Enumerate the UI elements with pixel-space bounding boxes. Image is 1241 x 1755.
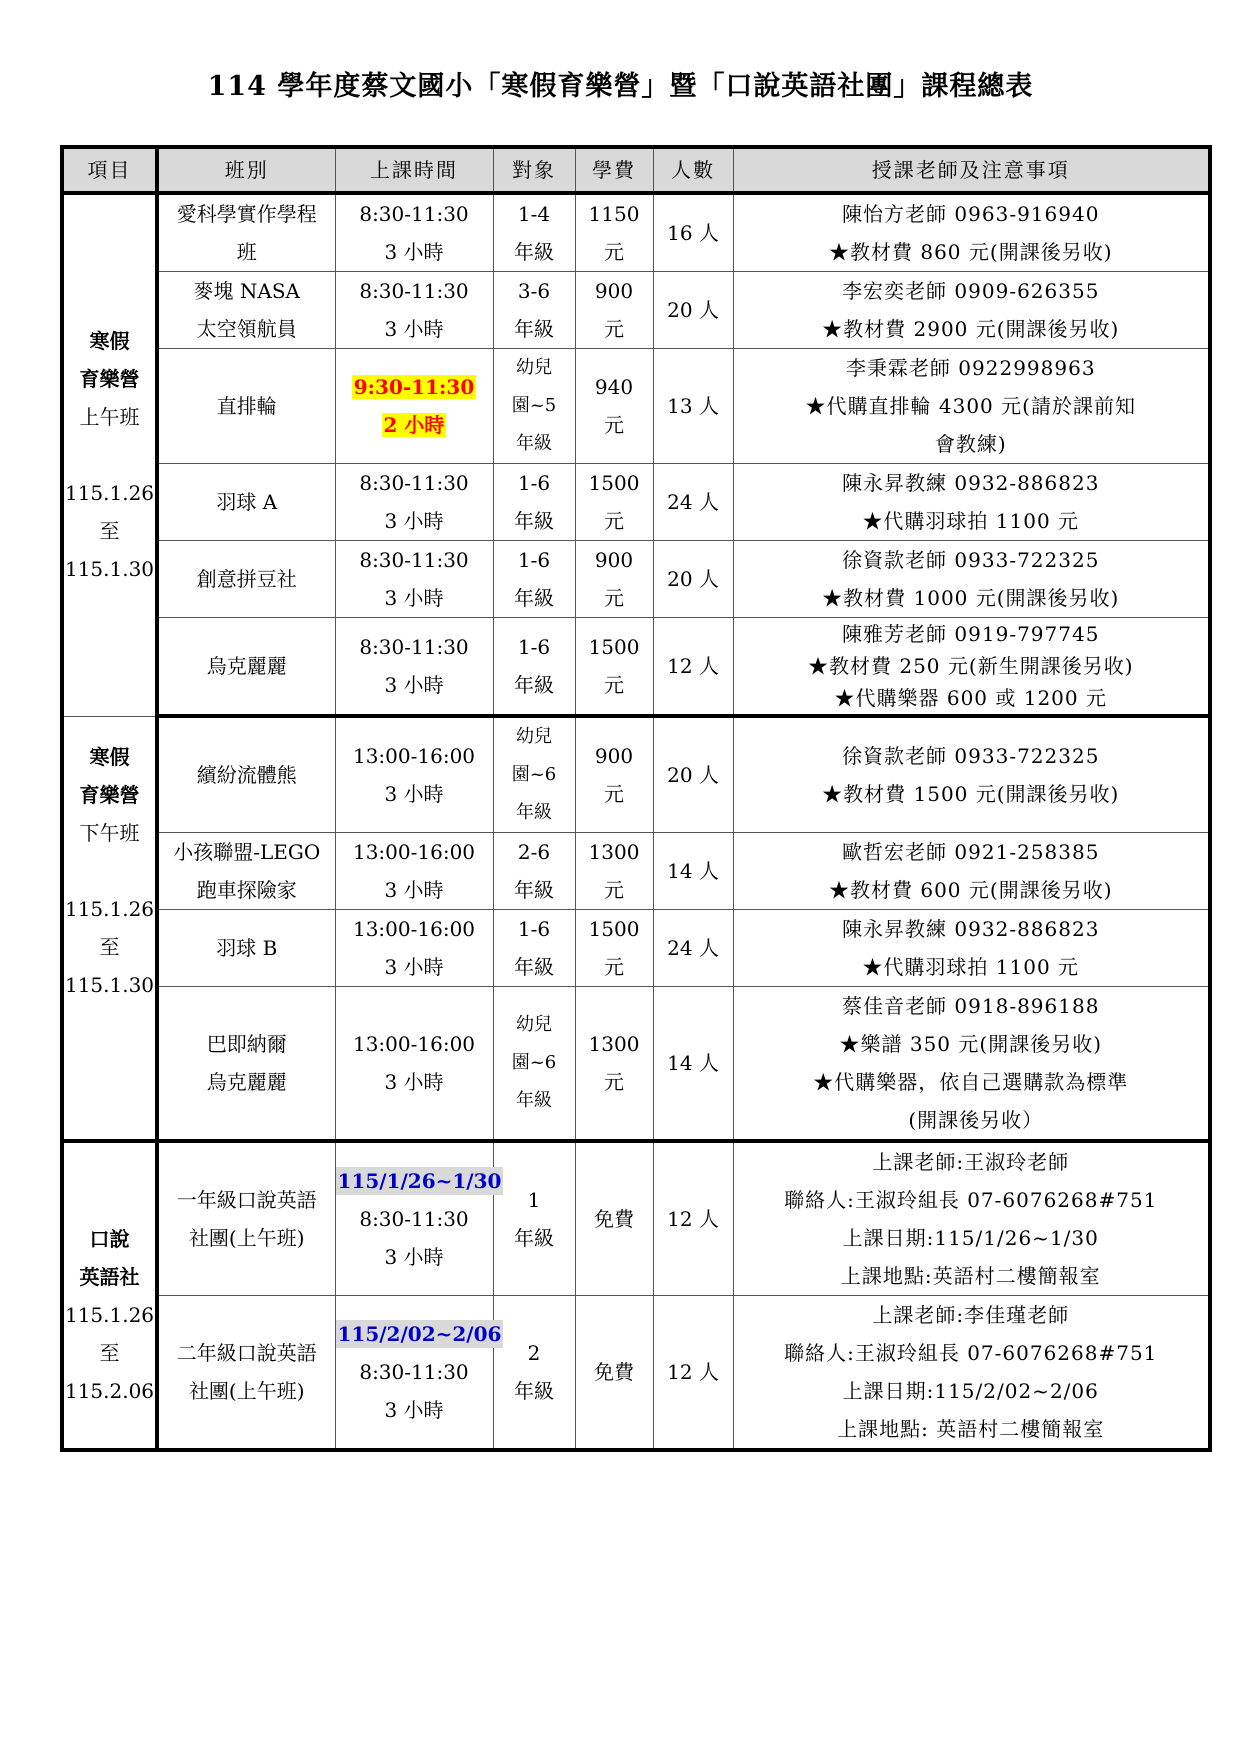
class-cell: 繽紛流體熊: [157, 716, 335, 833]
time-cell: 8:30-11:30 3 小時: [335, 541, 493, 618]
class-cell: 羽球 A: [157, 464, 335, 541]
header-time: 上課時間: [335, 147, 493, 193]
notes-cell: 李秉霖老師 0922998963 ★代購直排輪 4300 元(請於課前知 會教練): [733, 349, 1210, 464]
time-cell: 13:00-16:00 3 小時: [335, 910, 493, 987]
notes-cell: 歐哲宏老師 0921-258385 ★教材費 600 元(開課後另收): [733, 833, 1210, 910]
fee-cell: 免費: [575, 1296, 653, 1451]
time-cell: 8:30-11:30 3 小時: [335, 193, 493, 272]
page-title: 114 學年度蔡文國小「寒假育樂營」暨「口說英語社團」課程總表: [207, 71, 1034, 102]
count-cell: 20 人: [653, 716, 733, 833]
class-cell: 小孩聯盟-LEGO 跑車探險家: [157, 833, 335, 910]
fee-cell: 1500 元: [575, 464, 653, 541]
table-row: [62, 987, 1210, 1142]
notes-cell: 陳永昇教練 0932-886823 ★代購羽球拍 1100 元: [733, 464, 1210, 541]
target-cell: 幼兒 園~6 年級: [493, 716, 575, 833]
time-cell: 13:00-16:00 3 小時: [335, 987, 493, 1142]
table-row: [62, 272, 1210, 349]
target-cell: 2-6 年級: [493, 833, 575, 910]
target-cell: 3-6 年級: [493, 272, 575, 349]
fee-cell: 1500 元: [575, 618, 653, 717]
notes-cell: 徐資款老師 0933-722325 ★教材費 1500 元(開課後另收): [733, 716, 1210, 833]
table-row: [62, 349, 1210, 464]
table-header-row: [62, 147, 1210, 193]
count-cell: 12 人: [653, 1141, 733, 1296]
target-cell: 1-6 年級: [493, 910, 575, 987]
table-row: [62, 1141, 1210, 1296]
class-cell: 直排輪: [157, 349, 335, 464]
class-cell: 愛科學實作學程 班: [157, 193, 335, 272]
header-fee: 學費: [575, 147, 653, 193]
count-cell: 20 人: [653, 272, 733, 349]
highlighted-date: 115/2/02~2/06: [337, 1322, 502, 1346]
class-cell: 二年級口說英語 社團(上午班): [157, 1296, 335, 1451]
time-cell: 13:00-16:00 3 小時: [335, 716, 493, 833]
count-cell: 12 人: [653, 1296, 733, 1451]
count-cell: 14 人: [653, 833, 733, 910]
notes-cell: 陳怡方老師 0963-916940 ★教材費 860 元(開課後另收): [733, 193, 1210, 272]
fee-cell: 1300 元: [575, 987, 653, 1142]
count-cell: 20 人: [653, 541, 733, 618]
table-row: [62, 1296, 1210, 1451]
notes-cell: 徐資款老師 0933-722325 ★教材費 1000 元(開課後另收): [733, 541, 1210, 618]
table-row: [62, 833, 1210, 910]
target-cell: 1-6 年級: [493, 618, 575, 717]
schedule-table: [60, 145, 1212, 1452]
count-cell: 24 人: [653, 464, 733, 541]
target-cell: 1-6 年級: [493, 541, 575, 618]
table-row: [62, 716, 1210, 833]
count-cell: 24 人: [653, 910, 733, 987]
fee-cell: 1300 元: [575, 833, 653, 910]
target-cell: 1-6 年級: [493, 464, 575, 541]
count-cell: 12 人: [653, 618, 733, 717]
notes-cell: 蔡佳音老師 0918-896188 ★樂譜 350 元(開課後另收) ★代購樂器，依自己選購款為標準 (開課後另收）: [733, 987, 1210, 1142]
table-row: [62, 541, 1210, 618]
table-row: [62, 618, 1210, 717]
target-cell: 1 年級: [493, 1141, 575, 1296]
category-cell: 口說 英語社 115.1.26 至 115.2.06: [62, 1141, 157, 1450]
fee-cell: 940 元: [575, 349, 653, 464]
count-cell: 14 人: [653, 987, 733, 1142]
time-cell: 115/2/02~2/06 8:30-11:30 3 小時: [335, 1296, 493, 1451]
class-cell: 創意拼豆社: [157, 541, 335, 618]
class-cell: 麥塊 NASA 太空領航員: [157, 272, 335, 349]
class-cell: 巴即納爾 烏克麗麗: [157, 987, 335, 1142]
table-row: [62, 193, 1210, 272]
fee-cell: 900 元: [575, 716, 653, 833]
notes-cell: 上課老師:王淑玲老師 聯絡人:王淑玲組長 07-6076268#751 上課日期:115/1/26~1/30 上課地點:英語村二樓簡報室: [733, 1141, 1210, 1296]
time-cell: 8:30-11:30 3 小時: [335, 464, 493, 541]
fee-cell: 900 元: [575, 541, 653, 618]
time-cell: 115/1/26~1/30 8:30-11:30 3 小時: [335, 1141, 493, 1296]
target-cell: 幼兒 園~5 年級: [493, 349, 575, 464]
target-cell: 1-4 年級: [493, 193, 575, 272]
notes-cell: 陳雅芳老師 0919-797745 ★教材費 250 元(新生開課後另收) ★代購樂器 600 或 1200 元: [733, 618, 1210, 717]
class-cell: 一年級口說英語 社團(上午班): [157, 1141, 335, 1296]
target-cell: 2 年級: [493, 1296, 575, 1451]
table-row: [62, 910, 1210, 987]
time-cell: 8:30-11:30 3 小時: [335, 618, 493, 717]
count-cell: 13 人: [653, 349, 733, 464]
time-cell: 13:00-16:00 3 小時: [335, 833, 493, 910]
notes-cell: 陳永昇教練 0932-886823 ★代購羽球拍 1100 元: [733, 910, 1210, 987]
fee-cell: 免費: [575, 1141, 653, 1296]
class-cell: 烏克麗麗: [157, 618, 335, 717]
notes-cell: 上課老師:李佳瑾老師 聯絡人:王淑玲組長 07-6076268#751 上課日期:115/2/02~2/06 上課地點: 英語村二樓簡報室: [733, 1296, 1210, 1451]
fee-cell: 900 元: [575, 272, 653, 349]
notes-cell: 李宏奕老師 0909-626355 ★教材費 2900 元(開課後另收): [733, 272, 1210, 349]
highlighted-duration: 2 小時: [383, 413, 445, 437]
fee-cell: 1500 元: [575, 910, 653, 987]
count-cell: 16 人: [653, 193, 733, 272]
header-item: 項目: [62, 147, 157, 193]
header-class: 班別: [157, 147, 335, 193]
header-notes: 授課老師及注意事項: [733, 147, 1210, 193]
header-count: 人數: [653, 147, 733, 193]
highlighted-time: 9:30-11:30: [353, 375, 475, 399]
time-cell: 8:30-11:30 3 小時: [335, 272, 493, 349]
target-cell: 幼兒 園~6 年級: [493, 987, 575, 1142]
fee-cell: 1150 元: [575, 193, 653, 272]
category-cell: 寒假 育樂營 上午班 115.1.26 至 115.1.30: [62, 193, 157, 716]
class-cell: 羽球 B: [157, 910, 335, 987]
time-cell: [335, 349, 493, 464]
table-row: [62, 464, 1210, 541]
header-target: 對象: [493, 147, 575, 193]
category-cell: 寒假 育樂營 下午班 115.1.26 至 115.1.30: [62, 716, 157, 1141]
highlighted-date: 115/1/26~1/30: [337, 1169, 502, 1193]
